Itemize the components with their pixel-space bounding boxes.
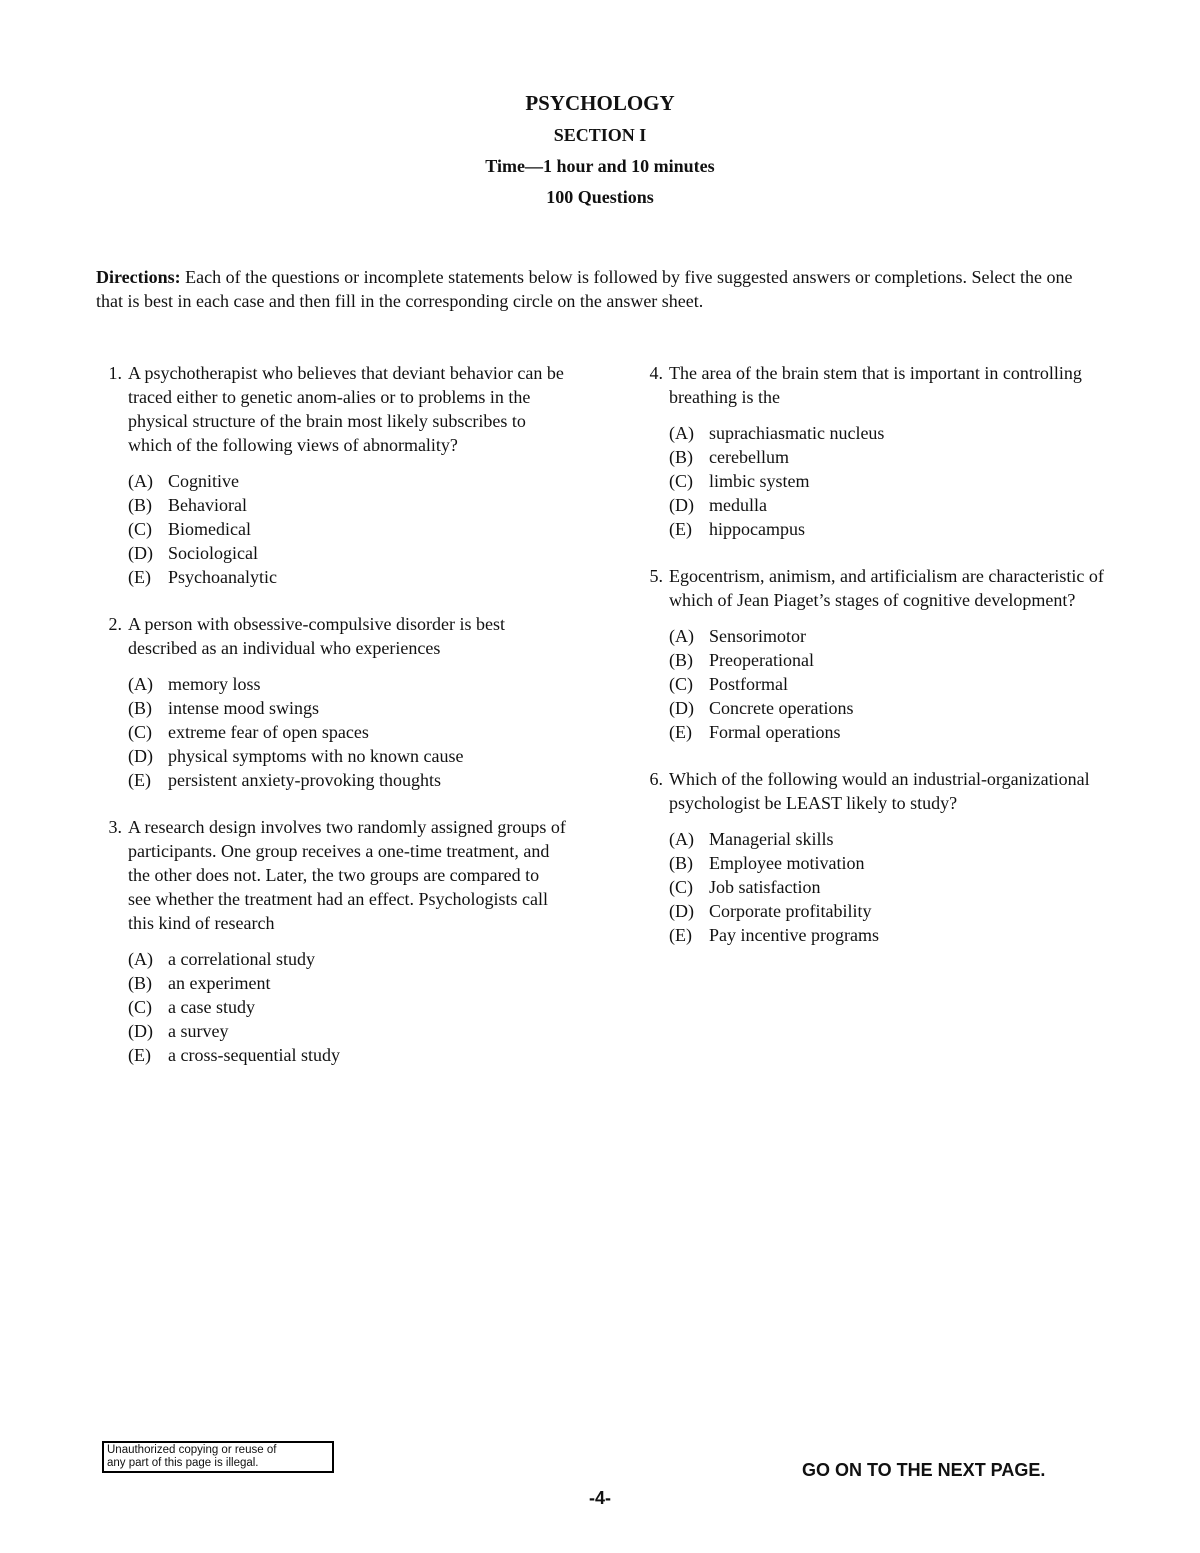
left-column — [96, 361, 566, 1090]
option-letter: (A) — [669, 626, 694, 646]
option-a — [669, 827, 1107, 851]
option-text: an experiment — [168, 973, 271, 993]
question-1 — [96, 361, 566, 589]
option-letter: (C) — [128, 519, 152, 539]
question-stem: A psychotherapist who believes that deviant behavior can be traced either to genetic anom-alies or to problems in the physical structure of the brain most likely subscribes to which of the following views of abnormality? — [128, 363, 564, 455]
copyright-line-1: Unauthorized copying or reuse of — [107, 1444, 277, 1456]
directions-text: Each of the questions or incomplete statements below is followed by five suggested answers or completions. Select the one that is best in each case and then fill in the corresponding circle on the answer sheet. — [96, 267, 1073, 311]
copyright-notice — [102, 1441, 334, 1473]
option-text: medulla — [709, 495, 767, 515]
option-e — [128, 1043, 566, 1067]
option-d — [128, 541, 566, 565]
option-b — [669, 445, 1107, 469]
option-letter: (C) — [128, 997, 152, 1017]
copyright-line-2: any part of this page is illegal. — [107, 1457, 259, 1469]
next-page-instruction: GO ON TO THE NEXT PAGE. — [802, 1460, 1046, 1480]
question-number: 3. — [108, 817, 122, 837]
option-letter: (C) — [128, 722, 152, 742]
answer-options — [669, 624, 1107, 744]
option-letter: (D) — [669, 495, 694, 515]
option-b — [669, 648, 1107, 672]
time-limit: Time—1 hour and 10 minutes — [485, 156, 715, 176]
option-text: Job satisfaction — [709, 877, 821, 897]
option-text: memory loss — [168, 674, 261, 694]
option-letter: (C) — [669, 877, 693, 897]
option-e — [669, 720, 1107, 744]
question-4 — [637, 361, 1107, 541]
option-text: Behavioral — [168, 495, 247, 515]
question-count: 100 Questions — [546, 187, 654, 207]
option-text: Sociological — [168, 543, 258, 563]
option-letter: (A) — [128, 674, 153, 694]
option-text: persistent anxiety-provoking thoughts — [168, 770, 441, 790]
option-text: suprachiasmatic nucleus — [709, 423, 885, 443]
option-b — [128, 971, 566, 995]
directions-label: Directions: — [96, 267, 181, 287]
option-text: cerebellum — [709, 447, 789, 467]
option-letter: (B) — [128, 495, 152, 515]
option-text: Preoperational — [709, 650, 814, 670]
option-letter: (D) — [128, 1021, 153, 1041]
option-text: Employee motivation — [709, 853, 865, 873]
option-c — [128, 720, 566, 744]
option-text: Biomedical — [168, 519, 251, 539]
question-stem: Egocentrism, animism, and artificialism are characteristic of which of Jean Piaget’s stages of cognitive development? — [669, 566, 1104, 610]
option-text: Postformal — [709, 674, 788, 694]
option-text: physical symptoms with no known cause — [168, 746, 464, 766]
option-text: Cognitive — [168, 471, 239, 491]
option-letter: (D) — [128, 746, 153, 766]
option-c — [128, 995, 566, 1019]
option-letter: (E) — [128, 567, 151, 587]
option-text: Concrete operations — [709, 698, 854, 718]
test-title: PSYCHOLOGY — [525, 91, 675, 115]
option-d — [669, 899, 1107, 923]
option-text: Corporate profitability — [709, 901, 872, 921]
option-letter: (D) — [669, 698, 694, 718]
option-a — [669, 624, 1107, 648]
right-column — [637, 361, 1107, 970]
question-5 — [637, 564, 1107, 744]
option-text: a correlational study — [168, 949, 315, 969]
option-c — [669, 672, 1107, 696]
option-e — [669, 923, 1107, 947]
option-d — [669, 493, 1107, 517]
option-letter: (E) — [128, 1045, 151, 1065]
page-number: -4- — [589, 1488, 611, 1508]
option-e — [669, 517, 1107, 541]
option-letter: (E) — [128, 770, 151, 790]
option-d — [128, 1019, 566, 1043]
answer-options — [128, 672, 566, 792]
option-letter: (C) — [669, 471, 693, 491]
option-a — [669, 421, 1107, 445]
option-a — [128, 469, 566, 493]
option-b — [128, 493, 566, 517]
question-number: 2. — [108, 614, 122, 634]
option-letter: (A) — [128, 949, 153, 969]
answer-options — [669, 421, 1107, 541]
option-text: intense mood swings — [168, 698, 319, 718]
option-letter: (B) — [669, 853, 693, 873]
option-c — [669, 875, 1107, 899]
option-letter: (B) — [669, 650, 693, 670]
option-letter: (E) — [669, 722, 692, 742]
question-stem: A research design involves two randomly assigned groups of participants. One group receives a one-time treatment, and the other does not. Later, the two groups are compared to see whether the treatment had an effect. Psychologists call this kind of research — [128, 817, 566, 933]
question-number: 4. — [649, 363, 663, 383]
option-letter: (A) — [669, 829, 694, 849]
option-letter: (A) — [669, 423, 694, 443]
option-letter: (C) — [669, 674, 693, 694]
option-text: a survey — [168, 1021, 229, 1041]
option-text: extreme fear of open spaces — [168, 722, 369, 742]
section-label: SECTION I — [553, 125, 647, 145]
option-text: a case study — [168, 997, 255, 1017]
option-b — [128, 696, 566, 720]
option-text: Managerial skills — [709, 829, 834, 849]
option-text: Psychoanalytic — [168, 567, 277, 587]
option-d — [669, 696, 1107, 720]
option-letter: (E) — [669, 519, 692, 539]
option-letter: (B) — [669, 447, 693, 467]
option-letter: (D) — [669, 901, 694, 921]
option-text: Sensorimotor — [709, 626, 806, 646]
question-2 — [96, 612, 566, 792]
option-text: Formal operations — [709, 722, 841, 742]
question-stem: A person with obsessive-compulsive disorder is best described as an individual who experiences — [128, 614, 505, 658]
option-text: a cross-sequential study — [168, 1045, 340, 1065]
option-text: limbic system — [709, 471, 810, 491]
option-letter: (D) — [128, 543, 153, 563]
question-3 — [96, 815, 566, 1067]
answer-options — [128, 947, 566, 1067]
option-e — [128, 565, 566, 589]
answer-options — [128, 469, 566, 589]
option-a — [128, 672, 566, 696]
question-number: 6. — [649, 769, 663, 789]
option-letter: (A) — [128, 471, 153, 491]
option-letter: (B) — [128, 698, 152, 718]
option-letter: (E) — [669, 925, 692, 945]
option-text: Pay incentive programs — [709, 925, 879, 945]
answer-options — [669, 827, 1107, 947]
option-d — [128, 744, 566, 768]
question-stem: The area of the brain stem that is important in controlling breathing is the — [669, 363, 1082, 407]
question-number: 1. — [108, 363, 122, 383]
option-c — [669, 469, 1107, 493]
option-b — [669, 851, 1107, 875]
option-text: hippocampus — [709, 519, 805, 539]
option-c — [128, 517, 566, 541]
option-letter: (B) — [128, 973, 152, 993]
question-stem: Which of the following would an industrial-organizational psychologist be LEAST likely to study? — [669, 769, 1090, 813]
directions — [96, 265, 1096, 313]
question-number: 5. — [649, 566, 663, 586]
page-header — [0, 88, 1200, 213]
option-e — [128, 768, 566, 792]
question-6 — [637, 767, 1107, 947]
option-a — [128, 947, 566, 971]
